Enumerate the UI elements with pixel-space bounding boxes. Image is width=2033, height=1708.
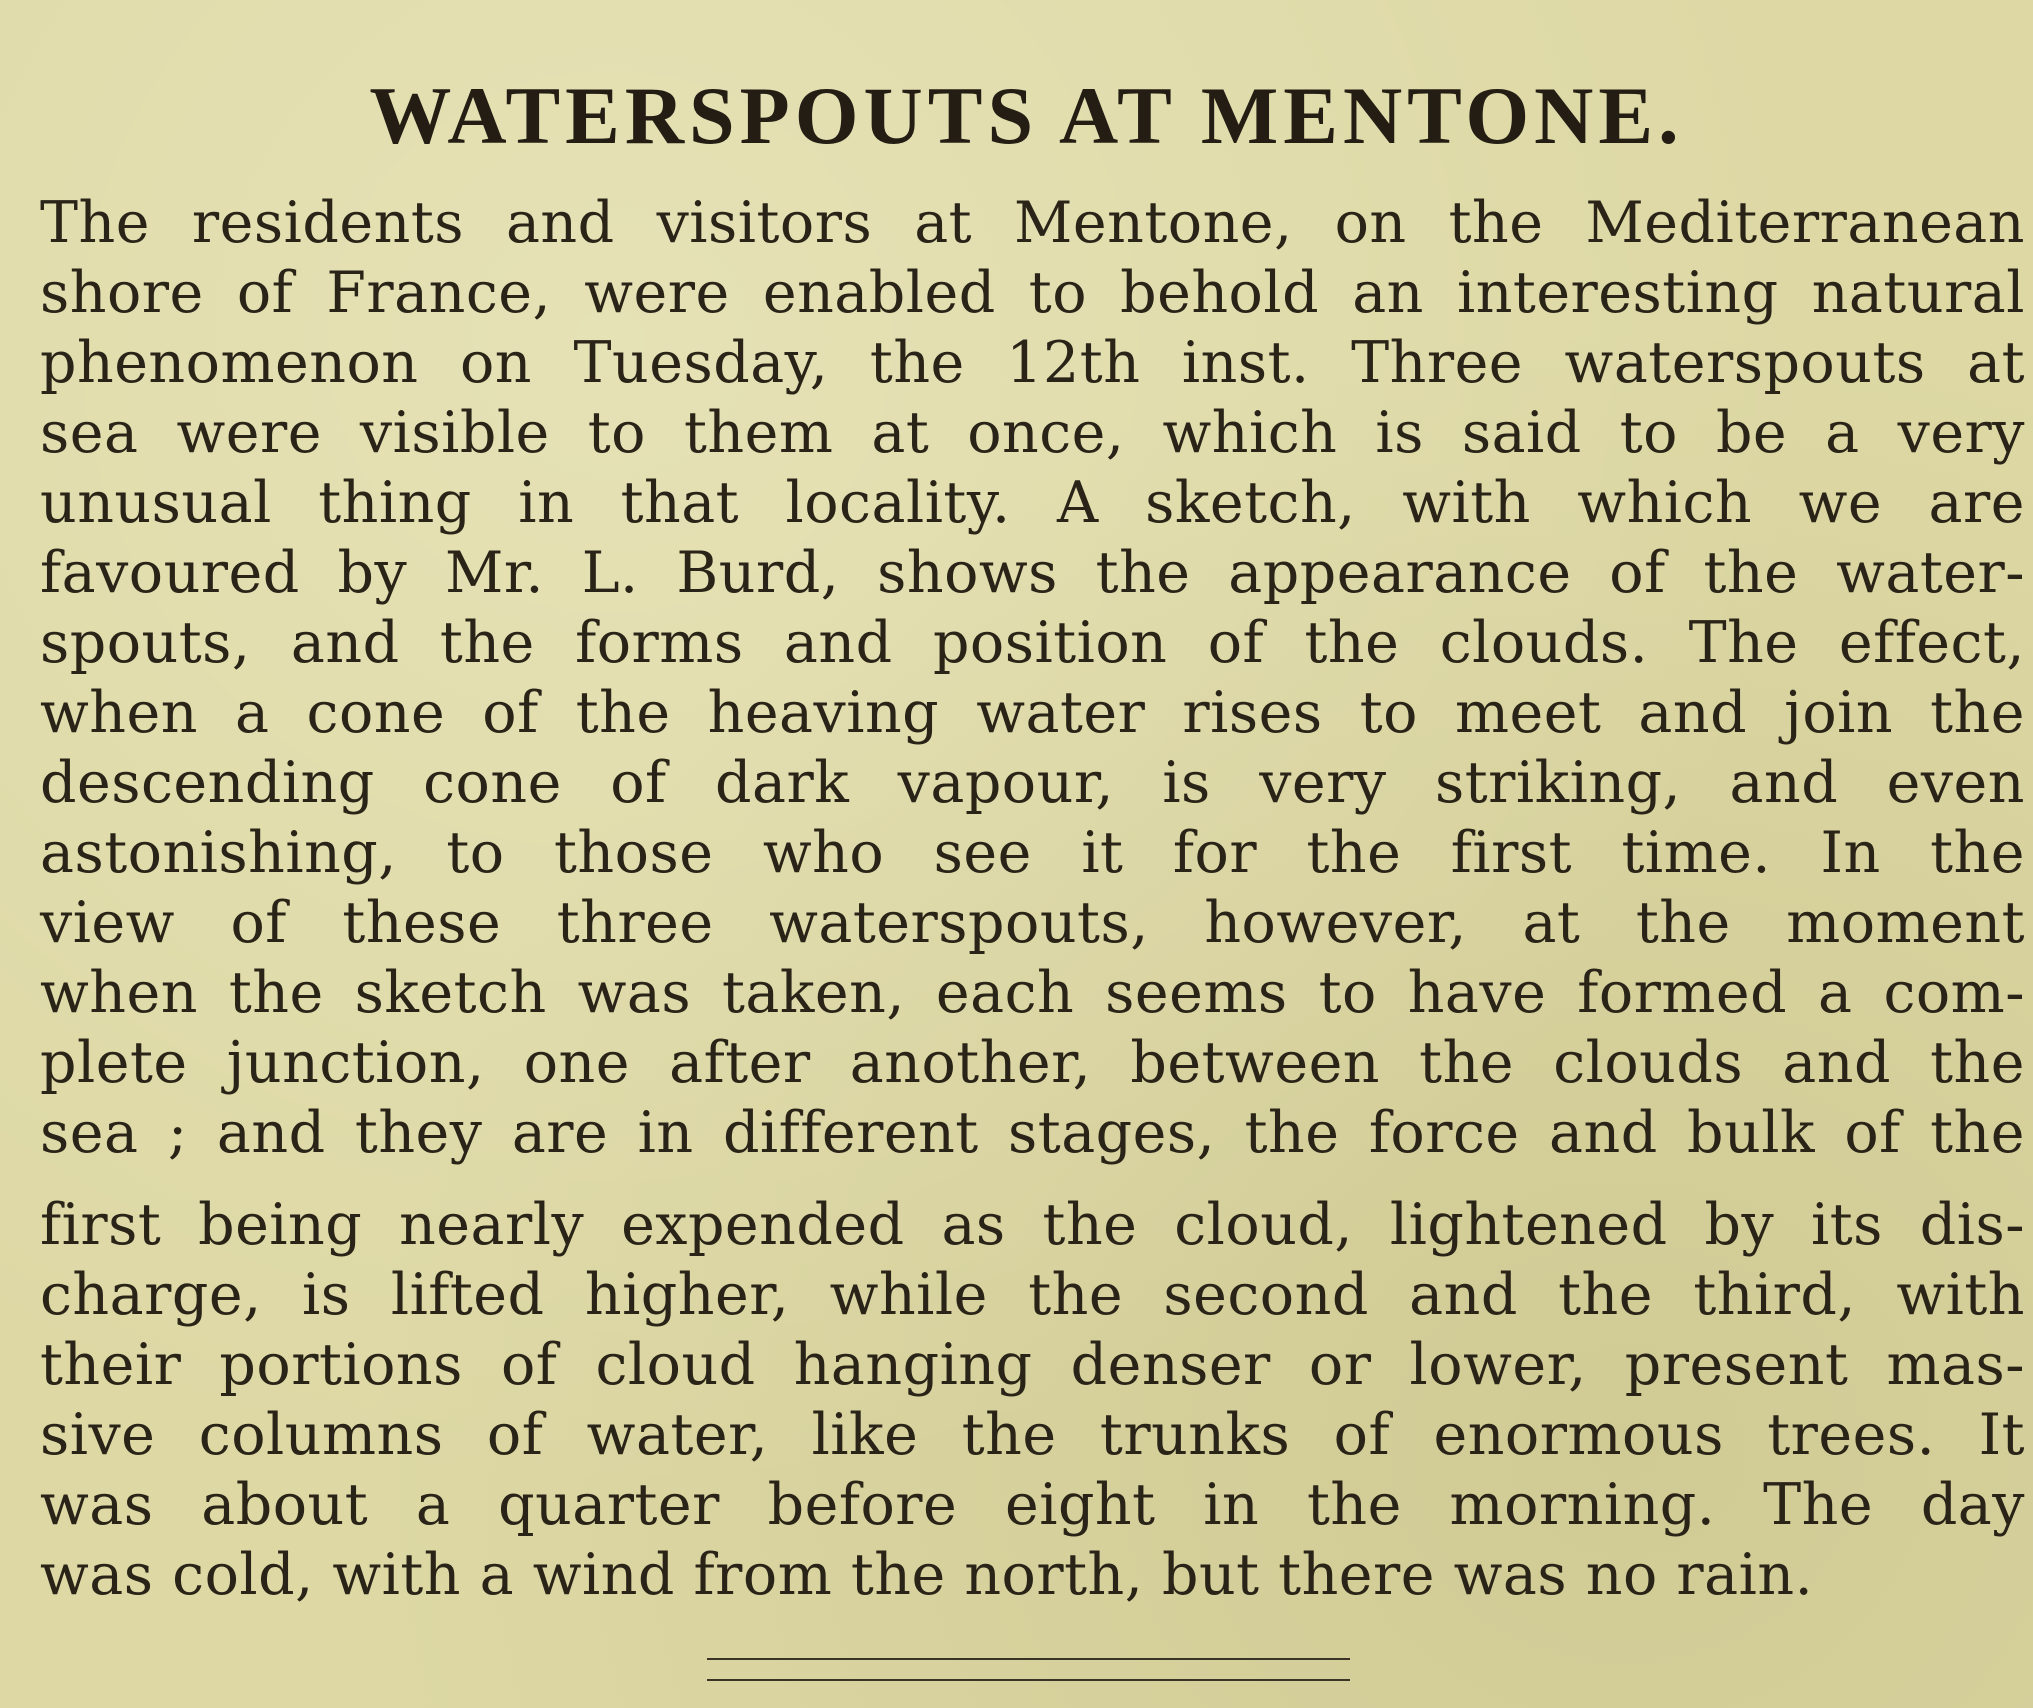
text-line: was about a quarter before eight in the morning. The day [40,1472,2025,1538]
text-line: their portions of cloud hanging denser or lower, present mas- [40,1332,2025,1398]
text-line: phenomenon on Tuesday, the 12th inst. Three waterspouts at [40,330,2025,396]
text-line: sea ; and they are in different stages, the force and bulk of the [40,1100,2025,1166]
text-line: first being nearly expended as the cloud, lightened by its dis- [40,1192,2025,1258]
text-line: charge, is lifted higher, while the second and the third, with [40,1262,2025,1328]
text-line: view of these three waterspouts, however, at the moment [40,890,2025,956]
text-line: The residents and visitors at Mentone, on the Mediterranean [40,190,2025,256]
text-line: was cold, with a wind from the north, but there was no rain. [40,1542,1814,1608]
article-body-block-2 [40,1190,2025,1610]
text-line: shore of France, were enabled to behold an interesting natural [40,260,2025,326]
article-body-block-1 [40,188,2025,1168]
text-line: spouts, and the forms and position of the clouds. The effect, [40,610,2025,676]
text-line: plete junction, one after another, between the clouds and the [40,1030,2025,1096]
text-line: unusual thing in that locality. A sketch, with which we are [40,470,2025,536]
article-title: WATERSPOUTS AT MENTONE. [369,70,1684,161]
divider-rule [707,1658,1350,1660]
text-line: when a cone of the heaving water rises to meet and join the [40,680,2025,746]
text-line: favoured by Mr. L. Burd, shows the appearance of the water- [40,540,2025,606]
text-line: sive columns of water, like the trunks of enormous trees. It [40,1402,2025,1468]
divider-rule [707,1679,1350,1681]
text-line: descending cone of dark vapour, is very striking, and even [40,750,2025,816]
text-line: astonishing, to those who see it for the first time. In the [40,820,2025,886]
text-line: sea were visible to them at once, which is said to be a very [40,400,2025,466]
text-line: when the sketch was taken, each seems to have formed a com- [40,960,2025,1026]
